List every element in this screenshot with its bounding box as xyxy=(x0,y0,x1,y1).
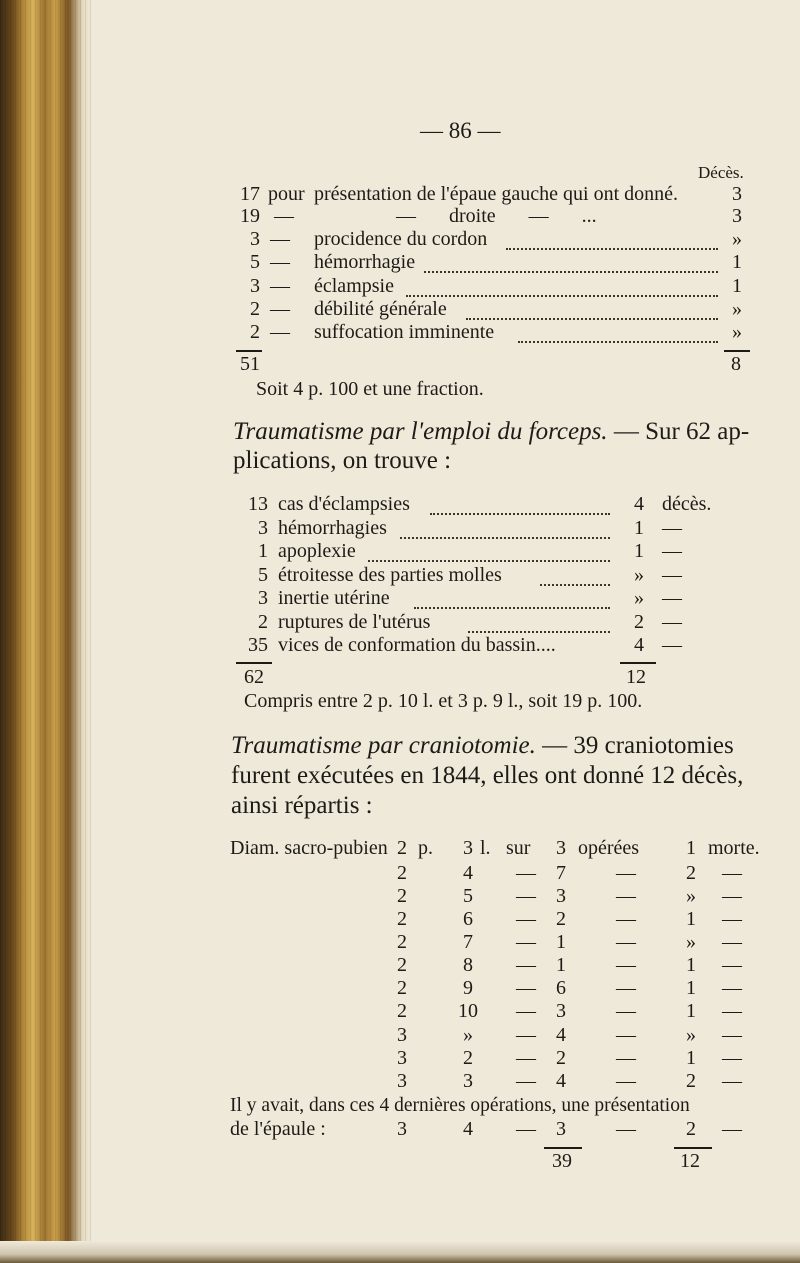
sep-dash: — xyxy=(616,931,636,953)
case-count: 1 xyxy=(258,540,268,562)
list-item xyxy=(0,321,800,347)
pouces: 3 xyxy=(397,1118,407,1140)
sep-dash: — xyxy=(616,977,636,999)
row-text: — droite — ... xyxy=(396,205,597,227)
deaths-unit: — xyxy=(722,1000,742,1022)
operations: 1 xyxy=(556,931,566,953)
operations: 3 xyxy=(556,1118,566,1140)
deaths: 1 xyxy=(686,1047,696,1069)
pouces: 3 xyxy=(397,1047,407,1069)
cranio-heading xyxy=(231,732,734,760)
deaths: 2 xyxy=(686,1118,696,1140)
row-text: cas d'éclampsies xyxy=(278,493,410,515)
dot-leader xyxy=(430,513,610,515)
death-unit: décès. xyxy=(662,493,712,515)
operations: 2 xyxy=(556,1047,566,1069)
deaths-unit: — xyxy=(722,1118,742,1140)
pouces: 2 xyxy=(397,954,407,976)
death-unit: — xyxy=(662,564,682,586)
pouces: 2 xyxy=(397,1000,407,1022)
deaths-column-header: Décès. xyxy=(698,163,744,182)
cranio-line3: ainsi répartis : xyxy=(231,792,373,819)
dot-leader xyxy=(506,248,718,250)
lignes: 7 xyxy=(463,931,473,953)
sep-dash: — xyxy=(516,954,536,976)
forceps-heading-rest: — Sur 62 ap- xyxy=(613,418,750,445)
sep-dash: — xyxy=(616,954,636,976)
row-text: vices de conformation du bassin.... xyxy=(278,634,556,656)
total-rule xyxy=(724,350,750,352)
sep-dash: — xyxy=(516,1000,536,1022)
row-prefix: — xyxy=(274,205,294,227)
pouces: 2 xyxy=(397,977,407,999)
deaths: » xyxy=(686,931,696,953)
death-count: » xyxy=(732,298,742,320)
deaths-unit: morte. xyxy=(708,837,760,859)
deaths: 1 xyxy=(686,977,696,999)
deaths-unit: — xyxy=(722,885,742,907)
row-text: étroitesse des parties molles xyxy=(278,564,502,586)
case-count: 2 xyxy=(250,298,260,320)
row-text: hémorrhagie xyxy=(314,251,416,273)
death-count: 4 xyxy=(634,634,644,656)
row-text: ruptures de l'utérus xyxy=(278,611,431,633)
case-count: 3 xyxy=(258,587,268,609)
deaths: » xyxy=(686,885,696,907)
death-count: 1 xyxy=(634,517,644,539)
sep-dash: — xyxy=(616,908,636,930)
lignes: 8 xyxy=(463,954,473,976)
row-prefix: — xyxy=(270,228,290,250)
list-item xyxy=(0,493,800,519)
sep-dash: — xyxy=(516,931,536,953)
dot-leader xyxy=(424,271,718,273)
operations: 6 xyxy=(556,977,566,999)
deaths-unit: — xyxy=(722,1047,742,1069)
pouces: 2 xyxy=(397,885,407,907)
deaths: 2 xyxy=(686,862,696,884)
deaths-unit: — xyxy=(722,931,742,953)
deaths-unit: — xyxy=(722,1024,742,1046)
case-count: 19 xyxy=(240,205,260,227)
death-count: » xyxy=(732,321,742,343)
case-count: 13 xyxy=(248,493,268,515)
sep-dash: — xyxy=(616,1118,636,1140)
pouces: 3 xyxy=(397,1024,407,1046)
deaths-unit: — xyxy=(722,1070,742,1092)
total-operations: 39 xyxy=(552,1150,572,1172)
lignes: 6 xyxy=(463,908,473,930)
deaths-unit: — xyxy=(722,977,742,999)
case-count: 2 xyxy=(258,611,268,633)
forceps-heading-title: Traumatisme par l'emploi du forceps. xyxy=(233,418,608,445)
total-cases: 62 xyxy=(244,666,264,688)
dot-leader xyxy=(540,584,610,586)
lignes: 9 xyxy=(463,977,473,999)
total-rule xyxy=(620,662,656,664)
total-rule xyxy=(674,1147,712,1149)
case-count: 3 xyxy=(250,275,260,297)
operations: 1 xyxy=(556,954,566,976)
death-count: 1 xyxy=(634,540,644,562)
sep-dash: — xyxy=(516,1024,536,1046)
list-item xyxy=(0,540,800,566)
dot-leader xyxy=(518,341,718,343)
death-count: 4 xyxy=(634,493,644,515)
death-count: 2 xyxy=(634,611,644,633)
death-count: 3 xyxy=(732,205,742,227)
sep-dash: — xyxy=(516,1118,536,1140)
sep-dash: — xyxy=(616,862,636,884)
cranio-note-line1: Il y avait, dans ces 4 dernières opérations, une présentation xyxy=(230,1095,690,1116)
forceps-heading xyxy=(233,418,749,446)
table-row xyxy=(0,1000,800,1026)
sep-dash: — xyxy=(616,1070,636,1092)
list2-summary: Compris entre 2 p. 10 l. et 3 p. 9 l., soit 19 p. 100. xyxy=(244,690,643,712)
death-count: » xyxy=(634,587,644,609)
sep-dash: — xyxy=(616,885,636,907)
lignes: 3 xyxy=(463,837,473,859)
sep-sur: sur xyxy=(506,837,531,859)
pouces-unit: p. xyxy=(418,837,433,859)
total-deaths: 12 xyxy=(626,666,646,688)
sep-dash: — xyxy=(516,885,536,907)
death-count: 1 xyxy=(732,251,742,273)
row-text: apoplexie xyxy=(278,540,356,562)
row-text: débilité générale xyxy=(314,298,447,320)
sep-dash: — xyxy=(516,1070,536,1092)
sep-dash: — xyxy=(516,908,536,930)
case-count: 3 xyxy=(250,228,260,250)
operations: 3 xyxy=(556,885,566,907)
case-count: 35 xyxy=(248,634,268,656)
operations: 4 xyxy=(556,1024,566,1046)
death-unit: — xyxy=(662,587,682,609)
total-deaths: 12 xyxy=(680,1150,700,1172)
row-prefix: — xyxy=(270,321,290,343)
row-text: hémorrhagies xyxy=(278,517,387,539)
page-number: — 86 — xyxy=(420,118,501,143)
note-label: de l'épaule : xyxy=(230,1118,326,1140)
list-item xyxy=(0,251,800,277)
lignes: 4 xyxy=(463,862,473,884)
dot-leader xyxy=(368,560,610,562)
operations: 3 xyxy=(556,1000,566,1022)
case-count: 5 xyxy=(258,564,268,586)
lignes: » xyxy=(463,1024,473,1046)
list-item xyxy=(0,587,800,613)
row-text: procidence du cordon xyxy=(314,228,488,250)
dot-leader xyxy=(414,607,610,609)
total-rule xyxy=(236,350,262,352)
sep-dash: — xyxy=(516,977,536,999)
deaths-unit: — xyxy=(722,908,742,930)
row-text: éclampsie xyxy=(314,275,394,297)
death-count: » xyxy=(634,564,644,586)
cranio-heading-rest: — 39 craniotomies xyxy=(542,732,734,759)
pouces: 2 xyxy=(397,931,407,953)
total-cases: 51 xyxy=(240,353,260,375)
dot-leader xyxy=(400,537,610,539)
sep-dash: — xyxy=(616,1024,636,1046)
death-unit: — xyxy=(662,540,682,562)
operations: 4 xyxy=(556,1070,566,1092)
row-text: présentation de l'épaue gauche qui ont donné. xyxy=(314,183,679,205)
sep-operees: opérées xyxy=(578,837,640,859)
total-deaths: 8 xyxy=(731,353,741,375)
deaths-unit: — xyxy=(722,954,742,976)
deaths: 1 xyxy=(686,954,696,976)
sep-dash: — xyxy=(616,1047,636,1069)
cranio-line2: furent exécutées en 1844, elles ont donné 12 décès, xyxy=(231,762,744,789)
death-unit: — xyxy=(662,517,682,539)
lignes-unit: l. xyxy=(480,837,491,859)
case-count: 2 xyxy=(250,321,260,343)
deaths: 1 xyxy=(686,1000,696,1022)
cranio-note-row xyxy=(0,1118,800,1144)
row-prefix: — xyxy=(270,251,290,273)
sep-dash: — xyxy=(516,862,536,884)
dot-leader xyxy=(468,631,610,633)
forceps-heading-line2: plications, on trouve : xyxy=(233,447,452,474)
dot-leader xyxy=(466,318,718,320)
row-text: inertie utérine xyxy=(278,587,390,609)
cranio-heading-title: Traumatisme par craniotomie. xyxy=(231,732,536,759)
total-rule xyxy=(544,1147,582,1149)
table-row xyxy=(0,837,800,863)
pouces: 2 xyxy=(397,908,407,930)
pouces: 2 xyxy=(397,837,407,859)
death-count: 3 xyxy=(732,183,742,205)
death-unit: — xyxy=(662,611,682,633)
death-unit: — xyxy=(662,634,682,656)
case-count: 3 xyxy=(258,517,268,539)
lignes: 5 xyxy=(463,885,473,907)
row-prefix: pour xyxy=(268,183,305,205)
table-row xyxy=(0,1070,800,1096)
lignes: 4 xyxy=(463,1118,473,1140)
pouces: 2 xyxy=(397,862,407,884)
deaths: 1 xyxy=(686,837,696,859)
case-count: 5 xyxy=(250,251,260,273)
lignes: 3 xyxy=(463,1070,473,1092)
cranio-first-label: Diam. sacro-pubien xyxy=(230,837,388,859)
lignes: 2 xyxy=(463,1047,473,1069)
deaths: 1 xyxy=(686,908,696,930)
operations: 7 xyxy=(556,862,566,884)
deaths: 2 xyxy=(686,1070,696,1092)
row-prefix: — xyxy=(270,298,290,320)
row-prefix: — xyxy=(270,275,290,297)
operations: 3 xyxy=(556,837,566,859)
operations: 2 xyxy=(556,908,566,930)
sep-dash: — xyxy=(516,1047,536,1069)
total-rule xyxy=(236,662,272,664)
lignes: 10 xyxy=(458,1000,478,1022)
list1-summary: Soit 4 p. 100 et une fraction. xyxy=(256,378,484,400)
list-item xyxy=(0,634,800,660)
death-count: 1 xyxy=(732,275,742,297)
dot-leader xyxy=(406,295,718,297)
death-count: » xyxy=(732,228,742,250)
deaths-unit: — xyxy=(722,862,742,884)
row-text: suffocation imminente xyxy=(314,321,495,343)
deaths: » xyxy=(686,1024,696,1046)
sep-dash: — xyxy=(616,1000,636,1022)
case-count: 17 xyxy=(240,183,260,205)
pouces: 3 xyxy=(397,1070,407,1092)
